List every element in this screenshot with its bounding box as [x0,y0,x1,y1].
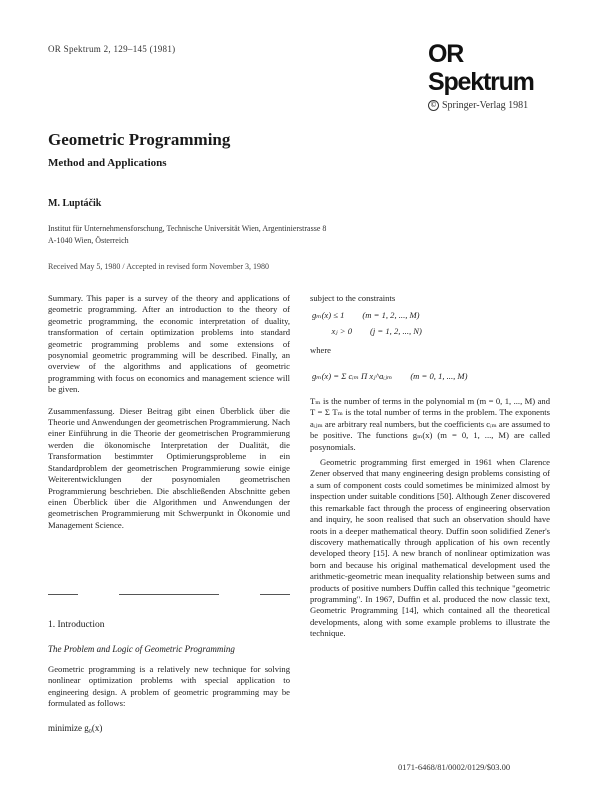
objective-function: minimize g₀(x) [48,723,103,733]
copyright-icon: © [430,101,437,109]
summary-paragraph: Summary. This paper is a survey of the theory and applications of geometric programming. After an introduction to the theory of geometric programming, the economic interpretation of duality, transformation of certain optimization problems into standard geometric programming problems and some extensions of posynomial geometric programming will be described. Finally, an overview of the algorithms and applications of geometric programming with focus on economics and management science will be given. [48,293,290,395]
article-code: 0171-6468/81/0002/0129/$03.00 [398,762,511,772]
journal-logo-title: OR Spektrum [428,40,534,96]
author-affiliation [48,223,326,247]
right-column [310,293,550,640]
left-column [48,293,290,531]
article-author: M. Luptáčik [48,198,102,209]
posynomial-equation: gₘ(x) = Σ cᵢₘ Π xⱼ^aᵢⱼₘ (m = 0, 1, ..., M) [312,370,468,381]
affiliation-line-2: A-1040 Wien, Österreich [48,236,129,245]
history-paragraph: Geometric programming first emerged in 1961 when Clarence Zener observed that many engineering design problems consisting of a sum of component costs could sometimes be minimized almost by inspection under suitable conditions [50]. Although Zener discovered this remarkable fact through the process of engineering observation and inquiry, he soon realised that such an observation should have roots in a deeper mathematical theory. Duffin soon solidified Zener's discovery mathematically through application of his own recently developed theory [15]. A new branch of nonlinear optimization was born and because his original mathematical development used the arithmetic-geometric mean inequality relationship between sums and products of positive numbers Duffin called this technique "geometric programming". In 1967, Duffin et al. produced the now classic text, Geometric Programming [14], which contained all the theoretical developments, along with some example problems to illustrate the technique. [310,457,550,639]
journal-logo [428,40,568,111]
article-subtitle: Method and Applications [48,157,167,169]
publisher-name: Springer-Verlag 1981 [442,100,529,111]
constraint-equation-2: xⱼ > 0 (j = 1, 2, ..., N) [331,325,422,336]
subject-to-text: subject to the constraints [310,293,396,303]
journal-citation: OR Spektrum 2, 129–145 (1981) [48,44,176,54]
article-title: Geometric Programming [48,130,231,149]
section-divider [48,594,290,595]
terms-paragraph: Tₘ is the number of terms in the polynomial m (m = 0, 1, ..., M) and T = Σ Tₘ is the total number of terms in the problem. The exponents aᵢⱼₘ are arbitrary real numbers, but the coefficients cᵢₘ are assumed to be positive. The functions gₘ(x) (m = 0, 1, ..., M) are called posynomials. [310,396,550,452]
subsection-heading: The Problem and Logic of Geometric Programming [48,644,235,654]
divider-dash [260,594,290,595]
publisher-line [428,100,568,111]
zusammenfassung-paragraph: Zusammenfassung. Dieser Beitrag gibt einen Überblick über die Theorie und Anwendungen der geometrischen Programmierung. Nach einer Einführung in die Theorie der geometrischen Programmierung werden die ökonomische Interpretation der Dualität, die Transformation bestimmter Optimierungsprobleme in ein Standardproblem der geometrischen Programmierung sowie einige Weiterentwicklungen der posynomialen geometrischen Programmierung beschrieben. Die abschließenden Abschnitte geben einen Überblick über die Algorithmen und Anwendungen der geometrischen Programmierung mit Schwerpunkt in Ökonomie und Management Science. [48,405,290,530]
intro-paragraph: Geometric programming is a relatively new technique for solving nonlinear optimization problems with special application to engineering design. A problem of geometric programming may be formulated as follows: [48,664,290,709]
received-dates: Received May 5, 1980 / Accepted in revised form November 3, 1980 [48,262,270,271]
constraint-equation-1: gₘ(x) ≤ 1 (m = 1, 2, ..., M) [312,310,420,321]
affiliation-line-1: Institut für Unternehmensforschung, Technische Universität Wien, Argentinierstrasse 8 [48,224,327,233]
divider-dash [119,594,219,595]
section-heading: 1. Introduction [48,620,105,630]
divider-dash [48,594,78,595]
where-text: where [310,345,331,356]
